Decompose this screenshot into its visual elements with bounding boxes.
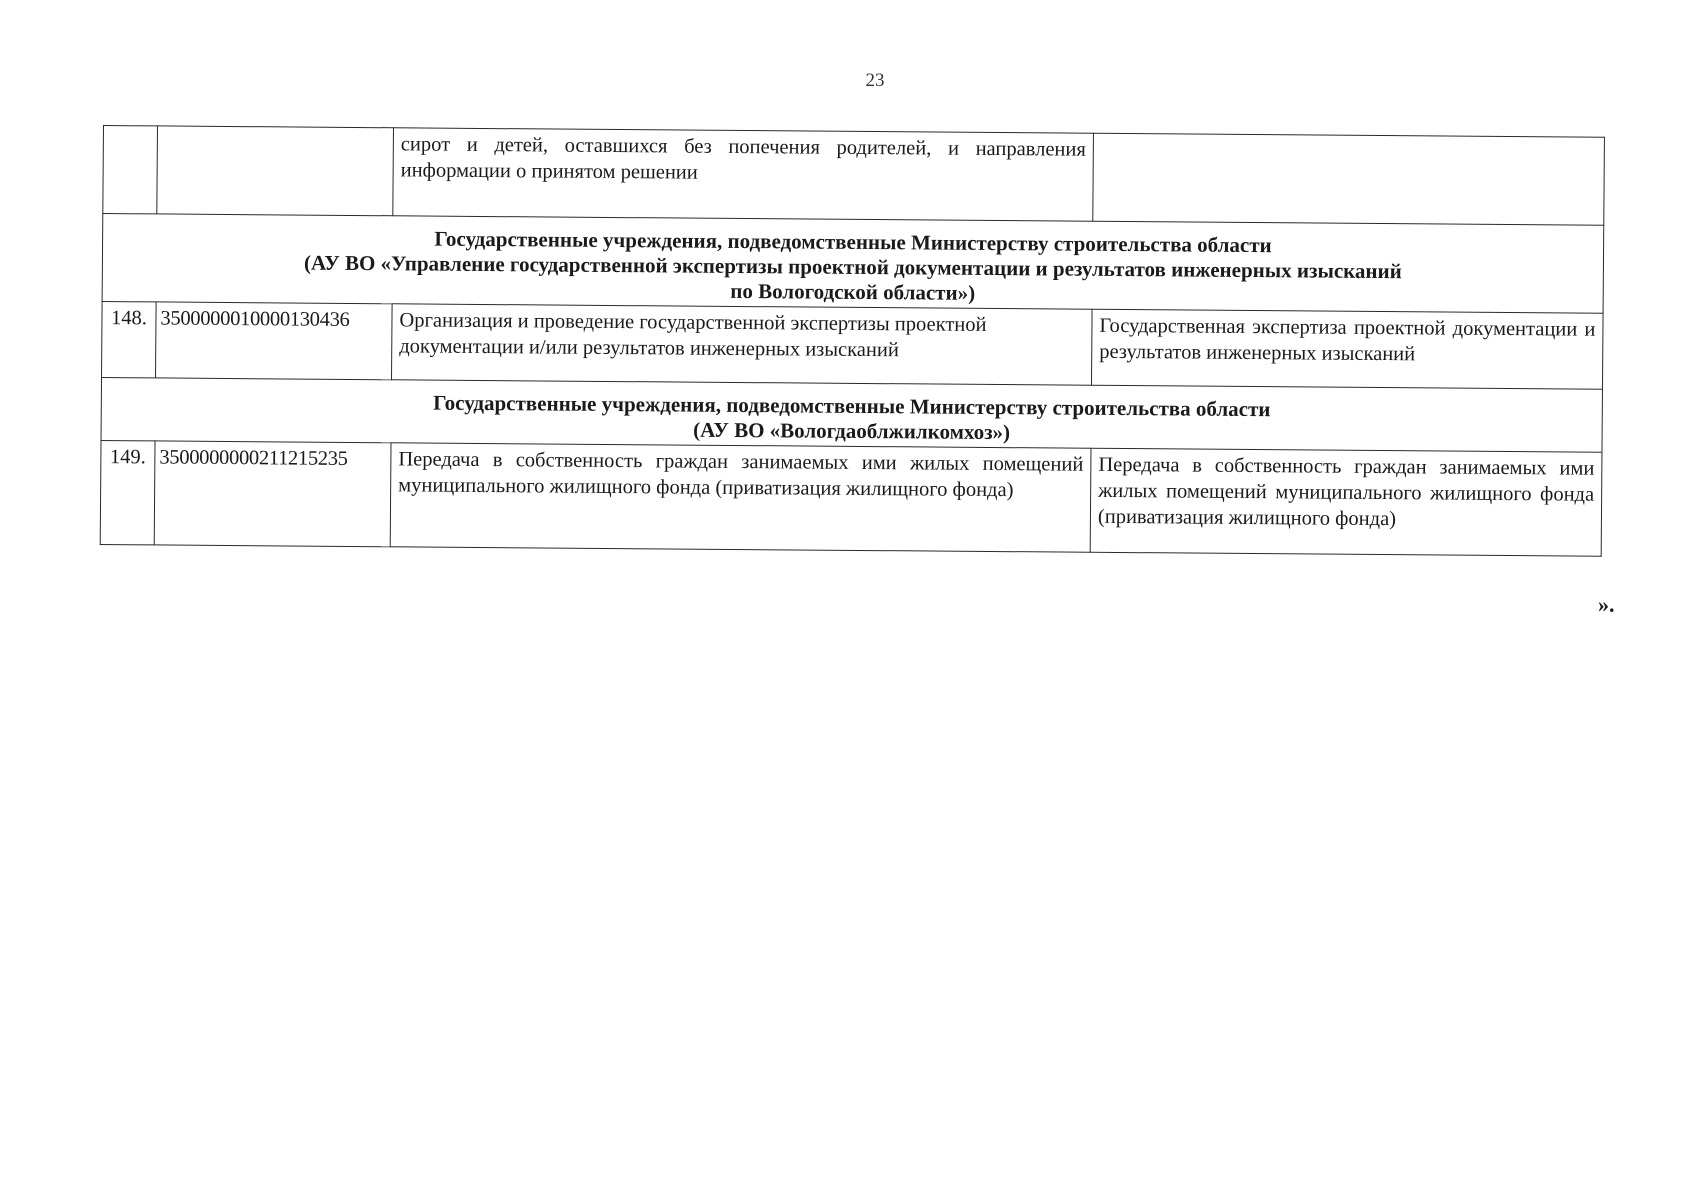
section-header-row	[101, 377, 1602, 452]
service-name-cell: сирот и детей, оставшихся без попечения родителей, и направления информации о принятом решении	[393, 128, 1094, 221]
page-number: 23	[865, 70, 885, 91]
section-header-line: Государственные учреждения, подведомственные Министерству строительства области	[434, 226, 1272, 258]
table-row	[102, 301, 1604, 389]
table-row	[100, 440, 1602, 556]
section-header-row	[102, 214, 1604, 314]
service-result-cell	[1093, 133, 1605, 225]
service-result-cell: Государственная экспертиза проектной документации и результатов инженерных изысканий	[1091, 309, 1603, 389]
section-header-line: (АУ ВО «Управление государственной экспертизы проектной документации и результатов инженерных изысканий	[303, 250, 1402, 284]
service-code-cell: 3500000000211215235	[154, 441, 391, 547]
service-name-cell: Передача в собственность граждан занимаемых ими жилых помещений муниципального жилищного фонда (приватизация жилищного фонда)	[390, 443, 1091, 552]
table-row-continuation	[103, 126, 1605, 226]
services-table	[100, 125, 1605, 557]
row-number-cell	[103, 126, 158, 214]
service-code-cell: 3500000010000130436	[156, 302, 393, 380]
row-number-cell: 149.	[100, 440, 155, 544]
row-number-cell: 148.	[102, 301, 157, 377]
service-result-cell: Передача в собственность граждан занимаемых ими жилых помещений муниципального жилищного фонда (приватизация жилищного фонда)	[1090, 448, 1602, 556]
service-name-cell: Организация и проведение государственной экспертизы проектной документации и/или результатов инженерных изысканий	[392, 304, 1093, 385]
service-code-cell	[157, 126, 394, 216]
section-header-housing	[101, 377, 1602, 452]
section-header-construction-expertise	[102, 214, 1604, 314]
closing-quote-mark: ».	[1598, 592, 1615, 617]
section-header-line: по Вологодской области»)	[730, 278, 976, 305]
section-header-line: (АУ ВО «Вологдаоблжилкомхоз»)	[693, 417, 1011, 445]
section-header-line: Государственные учреждения, подведомственные Министерству строительства области	[433, 390, 1271, 422]
